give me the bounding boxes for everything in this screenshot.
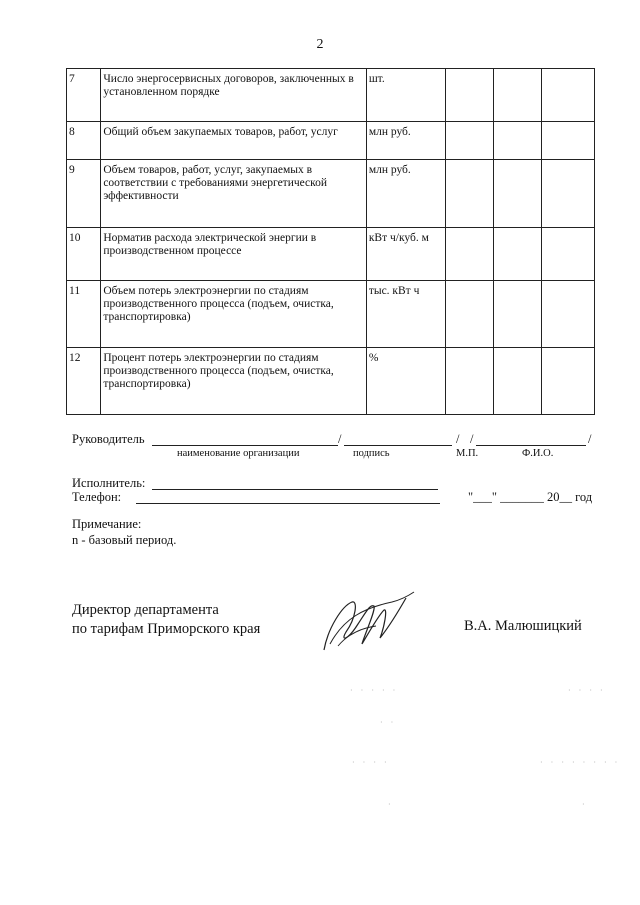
- scan-noise: ·: [388, 800, 394, 809]
- table-row: [67, 281, 595, 348]
- table-row: [67, 348, 595, 415]
- separator-slash: /: [456, 432, 460, 446]
- org-name-line[interactable]: [152, 445, 338, 446]
- table-row: [67, 160, 595, 228]
- row-value-cell: [445, 160, 493, 228]
- row-value-cell: [445, 228, 493, 281]
- row-number: 8: [67, 122, 101, 160]
- note-text: n - базовый период.: [72, 533, 177, 547]
- row-value-cell: [494, 228, 542, 281]
- phone-line[interactable]: [136, 503, 440, 504]
- signatory-position: [72, 601, 260, 639]
- signatory-position-line2: по тарифам Приморского края: [72, 621, 261, 637]
- row-indicator-name: Общий объем закупаемых товаров, работ, услуг: [101, 122, 367, 160]
- row-value-cell: [494, 122, 542, 160]
- row-value-cell: [494, 69, 542, 122]
- row-value-cell: [542, 122, 595, 160]
- row-unit: %: [366, 348, 445, 415]
- row-value-cell: [494, 348, 542, 415]
- scan-noise: · ·: [380, 718, 397, 727]
- handwritten-signature: [318, 588, 418, 658]
- date-field: "___" _______ 20__ год: [468, 490, 593, 504]
- table-row: [67, 122, 595, 160]
- table-row: [67, 228, 595, 281]
- table-row: [67, 69, 595, 122]
- signature-line[interactable]: [344, 445, 452, 446]
- row-value-cell: [494, 160, 542, 228]
- caption-org-name: наименование организации: [177, 448, 300, 459]
- row-unit: млн руб.: [366, 160, 445, 228]
- row-value-cell: [542, 228, 595, 281]
- scan-noise: ·: [582, 800, 588, 809]
- row-indicator-name: Объем потерь электроэнергии по стадиям производственного процесса (подъем, очистка, транспортировка): [101, 281, 367, 348]
- row-value-cell: [542, 69, 595, 122]
- scan-noise: · · · ·: [352, 758, 390, 767]
- row-value-cell: [542, 281, 595, 348]
- scan-noise: · · · ·: [568, 686, 606, 695]
- row-indicator-name: Норматив расхода электрической энергии в производственном процессе: [101, 228, 367, 281]
- caption-signature: подпись: [353, 448, 390, 459]
- head-label: Руководитель: [72, 432, 145, 446]
- executor-line[interactable]: [152, 489, 438, 490]
- row-number: 7: [67, 69, 101, 122]
- row-indicator-name: Процент потерь электроэнергии по стадиям производственного процесса (подъем, очистка, транспортировка): [101, 348, 367, 415]
- scan-noise: · · · · · · · ·: [540, 758, 621, 767]
- signatory-position-line1: Директор департамента: [72, 602, 219, 618]
- row-number: 11: [67, 281, 101, 348]
- row-unit: тыс. кВт ч: [366, 281, 445, 348]
- row-number: 12: [67, 348, 101, 415]
- fio-line[interactable]: [476, 445, 586, 446]
- row-value-cell: [445, 281, 493, 348]
- row-value-cell: [494, 281, 542, 348]
- scan-noise: · · · · ·: [350, 686, 399, 695]
- row-unit: кВт ч/куб. м: [366, 228, 445, 281]
- phone-label: Телефон:: [72, 490, 122, 504]
- row-value-cell: [445, 122, 493, 160]
- row-number: 10: [67, 228, 101, 281]
- page-number: 2: [316, 37, 324, 52]
- note-title: Примечание:: [72, 517, 142, 531]
- separator-slash: /: [470, 432, 474, 446]
- separator-slash: /: [338, 432, 342, 446]
- signatory-name: В.А. Малюшицкий: [464, 618, 582, 634]
- row-indicator-name: Число энергосервисных договоров, заключенных в установленном порядке: [101, 69, 367, 122]
- row-unit: шт.: [366, 69, 445, 122]
- row-value-cell: [445, 69, 493, 122]
- caption-stamp: М.П.: [456, 448, 479, 459]
- executor-label: Исполнитель:: [72, 476, 146, 490]
- row-value-cell: [542, 348, 595, 415]
- row-value-cell: [445, 348, 493, 415]
- indicators-table: [66, 68, 595, 415]
- row-number: 9: [67, 160, 101, 228]
- row-value-cell: [542, 160, 595, 228]
- row-indicator-name: Объем товаров, работ, услуг, закупаемых в соответствии с требованиями энергетической эффективности: [101, 160, 367, 228]
- separator-slash: /: [588, 432, 592, 446]
- caption-fio: Ф.И.О.: [522, 448, 554, 459]
- row-unit: млн руб.: [366, 122, 445, 160]
